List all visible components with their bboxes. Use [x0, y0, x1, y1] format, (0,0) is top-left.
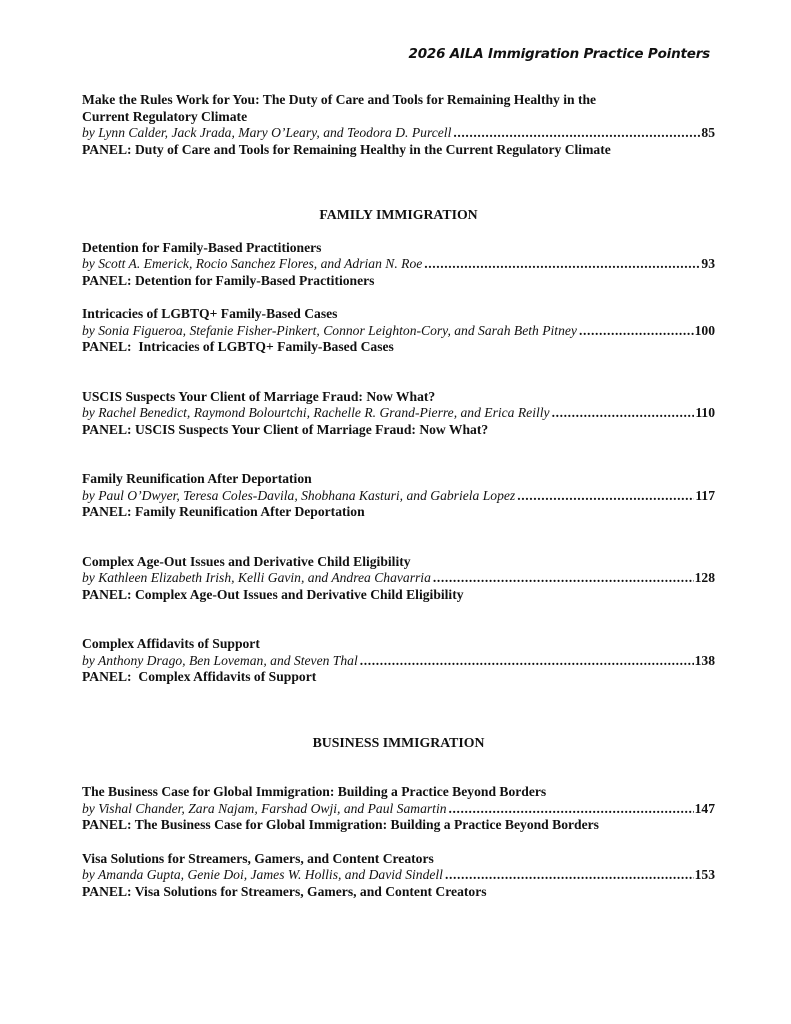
entry-title: Visa Solutions for Streamers, Gamers, and Content Creators [82, 850, 434, 866]
entry-title: Complex Age-Out Issues and Derivative Child Eligibility [82, 553, 411, 569]
author-line [82, 801, 715, 818]
page-number: 100 [694, 322, 715, 338]
page-number: 138 [694, 652, 715, 668]
author-line [82, 405, 715, 422]
panel-title: PANEL: Complex Affidavits of Support [82, 669, 317, 684]
author-line [82, 653, 715, 670]
dot-leader [445, 867, 694, 884]
toc-entry [82, 636, 715, 686]
entry-title: Detention for Family-Based Practitioners [82, 239, 322, 255]
panel-title: PANEL: USCIS Suspects Your Client of Marriage Fraud: Now What? [82, 421, 489, 437]
panel-title: PANEL: Complex Age-Out Issues and Derivative Child Eligibility [82, 586, 464, 602]
page-number: 147 [694, 800, 715, 816]
dot-leader [453, 125, 700, 142]
entry-title: The Business Case for Global Immigration: Building a Practice Beyond Borders [82, 784, 547, 799]
section-heading-family: FAMILY IMMIGRATION [319, 207, 478, 222]
page-number: 93 [701, 256, 715, 271]
entry-authors: by Vishal Chander, Zara Najam, Farshad Owji, and Paul Samartin [82, 800, 447, 816]
entry-authors: by Kathleen Elizabeth Irish, Kelli Gavin, and Andrea Chavarria [82, 570, 431, 585]
entry-authors: by Amanda Gupta, Genie Doi, James W. Hollis, and David Sindell [82, 867, 443, 882]
toc-entry [82, 784, 715, 834]
entry-title: USCIS Suspects Your Client of Marriage Fraud: Now What? [82, 388, 436, 404]
entry-authors: by Sonia Figueroa, Stefanie Fisher-Pinkert, Connor Leighton-Cory, and Sarah Beth Pitney [82, 322, 577, 338]
dot-leader [433, 570, 694, 587]
toc-entry [82, 851, 715, 901]
dot-leader [552, 405, 695, 422]
panel-title: PANEL: Intricacies of LGBTQ+ Family-Based Cases [82, 339, 394, 354]
toc-entry [82, 471, 715, 521]
section-heading-business: BUSINESS IMMIGRATION [312, 734, 485, 750]
entry-authors: by Lynn Calder, Jack Jrada, Mary O’Leary, and Teodora D. Purcell [82, 125, 452, 140]
page-number: 153 [694, 867, 715, 882]
author-line [82, 488, 715, 505]
toc-entry [82, 92, 715, 158]
entry-title-continued: Current Regulatory Climate [82, 108, 248, 124]
dot-leader [424, 256, 700, 273]
toc-entry [82, 554, 715, 604]
page-number: 128 [694, 570, 715, 585]
entry-authors: by Scott A. Emerick, Rocio Sanchez Flores, and Adrian N. Roe [82, 256, 423, 271]
toc-entry [82, 389, 715, 439]
panel-title: PANEL: Duty of Care and Tools for Remaining Healthy in the Current Regulatory Climate [82, 141, 611, 157]
entry-title: Intricacies of LGBTQ+ Family-Based Cases [82, 306, 338, 321]
running-header: 2026 AILA Immigration Practice Pointers [408, 46, 710, 62]
entry-title: Family Reunification After Deportation [82, 471, 312, 486]
entry-authors: by Paul O’Dwyer, Teresa Coles-Davila, Shobhana Kasturi, and Gabriela Lopez [82, 487, 516, 503]
author-line [82, 125, 715, 142]
dot-leader [579, 323, 694, 340]
entry-title: Make the Rules Work for You: The Duty of Care and Tools for Remaining Healthy in the [82, 92, 597, 107]
author-line [82, 570, 715, 587]
dot-leader [360, 653, 694, 670]
dot-leader [517, 488, 694, 505]
toc-entry [82, 240, 715, 290]
panel-title: PANEL: Visa Solutions for Streamers, Gamers, and Content Creators [82, 883, 487, 899]
page-number: 110 [695, 405, 715, 420]
entry-title: Complex Affidavits of Support [82, 636, 260, 651]
author-line [82, 867, 715, 884]
author-line [82, 256, 715, 273]
author-line [82, 323, 715, 340]
panel-title: PANEL: Detention for Family-Based Practitioners [82, 272, 375, 288]
table-of-contents [82, 92, 715, 900]
panel-title: PANEL: Family Reunification After Deportation [82, 504, 365, 519]
toc-entry [82, 306, 715, 356]
panel-title: PANEL: The Business Case for Global Immigration: Building a Practice Beyond Borders [82, 817, 599, 832]
page-number: 117 [695, 487, 715, 503]
entry-authors: by Rachel Benedict, Raymond Bolourtchi, Rachelle R. Grand-Pierre, and Erica Reilly [82, 405, 550, 420]
entry-authors: by Anthony Drago, Ben Loveman, and Steven Thal [82, 652, 358, 668]
dot-leader [449, 801, 694, 818]
page-number: 85 [701, 125, 715, 140]
